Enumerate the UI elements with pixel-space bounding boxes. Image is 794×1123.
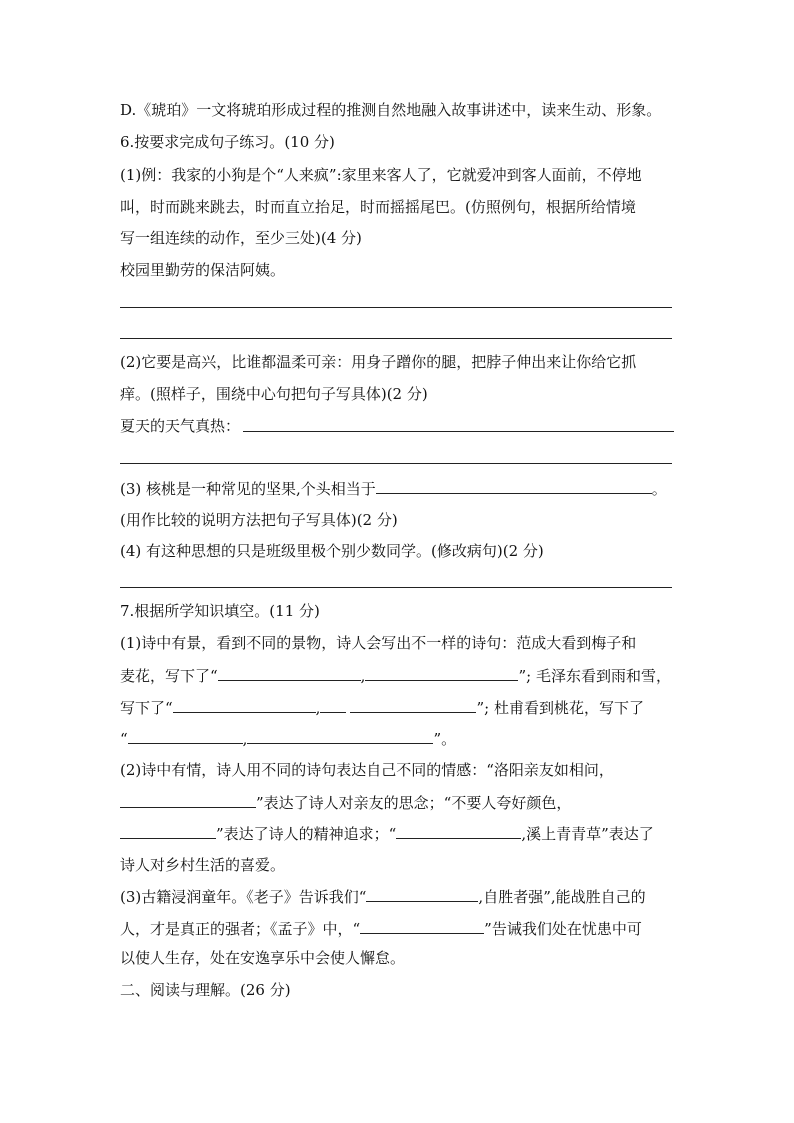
answer-blank[interactable] bbox=[128, 728, 243, 744]
q7-3-line-1 bbox=[120, 886, 646, 907]
q7-1-text: 麦花，写下了“ bbox=[120, 667, 218, 685]
q7-2-text: ,溪上青青草”表达了 bbox=[521, 825, 654, 843]
q6-3-text: (3) 核桃是一种常见的坚果,个头相当于 bbox=[120, 480, 376, 498]
q6-1-situation: 校园里勤劳的保洁阿姨。 bbox=[120, 261, 286, 279]
q6-1-instruction: 写一组连续的动作，至少三处)(4 分) bbox=[120, 229, 362, 247]
q6-3-sentence bbox=[120, 478, 667, 499]
q7-3-line-2 bbox=[120, 918, 642, 939]
q7-3-line-3: 以使人生存，处在安逸享乐中会使人懈怠。 bbox=[120, 949, 406, 967]
q7-1-line-3 bbox=[120, 697, 644, 718]
answer-line[interactable] bbox=[120, 463, 672, 464]
q7-1-line-2 bbox=[120, 665, 671, 686]
q7-3-text: ,自胜者强”,能战胜自己的 bbox=[478, 888, 646, 906]
q7-2-line-2 bbox=[120, 792, 571, 813]
q6-2-example: (2)它要是高兴，比谁都温柔可亲：用身子蹭你的腿，把脖子伸出来让你给它抓 bbox=[120, 353, 637, 371]
q7-2-text: ”表达了诗人的精神追求；“ bbox=[216, 825, 397, 843]
q7-2-text: ”表达了诗人对亲友的思念；“不要人夸好颜色， bbox=[256, 794, 572, 812]
answer-blank[interactable] bbox=[173, 697, 316, 713]
comma: , bbox=[315, 699, 321, 717]
comma: , bbox=[242, 730, 248, 748]
answer-blank[interactable] bbox=[366, 886, 478, 902]
q7-2-line-4: 诗人对乡村生活的喜爱。 bbox=[120, 856, 286, 874]
q6-3-instruction: (用作比较的说明方法把句子写具体)(2 分) bbox=[120, 511, 398, 529]
answer-line[interactable] bbox=[120, 307, 672, 308]
q7-1-text: ”; 杜甫看到桃花，写下了 bbox=[476, 699, 644, 717]
close-quote: ”。 bbox=[433, 730, 457, 748]
q7-1-line-4 bbox=[120, 728, 456, 749]
answer-blank[interactable] bbox=[320, 697, 346, 713]
q7-2-line-1: (2)诗中有情，诗人用不同的诗句表达自己不同的情感：“洛阳亲友如相问， bbox=[120, 761, 614, 779]
answer-blank[interactable] bbox=[218, 665, 361, 681]
answer-blank[interactable] bbox=[120, 823, 216, 839]
question-6-title: 6.按要求完成句子练习。(10 分) bbox=[120, 133, 335, 151]
q7-3-text: (3)古籍浸润童年。《老子》告诉我们“ bbox=[120, 888, 367, 906]
answer-blank[interactable] bbox=[350, 697, 476, 713]
q7-1-text: ”; 毛泽东看到雨和雪， bbox=[518, 667, 671, 685]
section-2-title: 二、阅读与理解。(26 分) bbox=[120, 981, 291, 999]
q7-3-text: 人，才是真正的强者；《孟子》中，“ bbox=[120, 920, 361, 938]
q7-1-text: 写下了“ bbox=[120, 699, 173, 717]
q6-4-sentence: (4) 有这种思想的只是班级里极个别少数同学。(修改病句)(2 分) bbox=[120, 542, 544, 560]
answer-blank[interactable] bbox=[396, 823, 521, 839]
q6-3-end: 。 bbox=[651, 480, 667, 498]
q6-2-prompt: 夏天的天气真热： bbox=[120, 417, 241, 435]
comma: , bbox=[360, 667, 366, 685]
q6-1-example-line-2: 叫，时而跳来跳去，时而直立抬足，时而摇摇尾巴。(仿照例句，根据所给情境 bbox=[120, 198, 636, 216]
answer-line[interactable] bbox=[120, 338, 672, 339]
q7-1-line-1: (1)诗中有景，看到不同的景物，诗人会写出不一样的诗句：范成大看到梅子和 bbox=[120, 634, 637, 652]
option-d: D.《琥珀》一文将琥珀形成过程的推测自然地融入故事讲述中，读来生动、形象。 bbox=[120, 101, 662, 119]
answer-blank[interactable] bbox=[360, 918, 484, 934]
answer-blank[interactable] bbox=[247, 728, 433, 744]
question-7-title: 7.根据所学知识填空。(11 分) bbox=[120, 602, 320, 620]
answer-line[interactable] bbox=[120, 587, 672, 588]
answer-blank[interactable] bbox=[120, 792, 256, 808]
q7-3-text: ”告诫我们处在忧患中可 bbox=[484, 920, 642, 938]
open-quote: “ bbox=[120, 730, 128, 748]
q6-1-example-line-1: (1)例：我家的小狗是个“人来疯”:家里来客人了，它就爱冲到客人面前，不停地 bbox=[120, 166, 642, 184]
q7-2-line-3 bbox=[120, 823, 654, 844]
q6-2-instruction: 痒。(照样子，围绕中心句把句子写具体)(2 分) bbox=[120, 385, 428, 403]
answer-line[interactable] bbox=[243, 431, 674, 432]
answer-blank[interactable] bbox=[376, 478, 652, 494]
answer-blank[interactable] bbox=[365, 665, 518, 681]
